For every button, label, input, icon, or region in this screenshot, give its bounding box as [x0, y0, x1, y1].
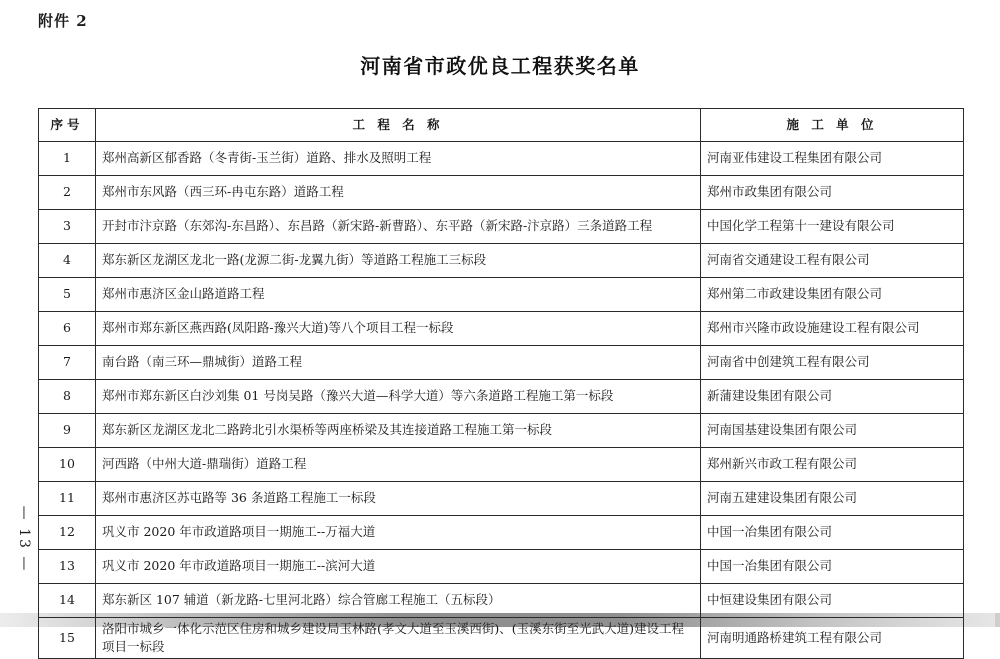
- row-number-cell: 4: [39, 244, 96, 278]
- project-name-cell: 郑州市惠济区苏屯路等 36 条道路工程施工一标段: [96, 482, 701, 516]
- table-row: [39, 142, 964, 176]
- table-row: [39, 380, 964, 414]
- table-body: [39, 142, 964, 659]
- row-number-cell: 13: [39, 550, 96, 584]
- row-number-cell: 9: [39, 414, 96, 448]
- row-number-cell: 11: [39, 482, 96, 516]
- page-title: 河南省市政优良工程获奖名单: [0, 50, 1000, 79]
- row-number-cell: 10: [39, 448, 96, 482]
- page-number: — 13 —: [2, 494, 32, 584]
- row-number-cell: 3: [39, 210, 96, 244]
- table-row: [39, 448, 964, 482]
- row-number-cell: 8: [39, 380, 96, 414]
- construction-unit-cell: 中恒建设集团有限公司: [701, 584, 964, 618]
- construction-unit-cell: 郑州第二市政建设集团有限公司: [701, 278, 964, 312]
- construction-unit-cell: 河南省中创建筑工程有限公司: [701, 346, 964, 380]
- table-header-row: [39, 109, 964, 142]
- construction-unit-cell: 河南五建建设集团有限公司: [701, 482, 964, 516]
- construction-unit-cell: 河南省交通建设工程有限公司: [701, 244, 964, 278]
- table-row: [39, 482, 964, 516]
- table-row: [39, 414, 964, 448]
- project-name-cell: 郑州市郑东新区白沙刘集 01 号岗吴路（豫兴大道—科学大道）等六条道路工程施工第一标段: [96, 380, 701, 414]
- project-name-cell: 郑东新区 107 辅道（新龙路-七里河北路）综合管廊工程施工（五标段）: [96, 584, 701, 618]
- project-name-cell: 郑州市东风路（西三环-冉屯东路）道路工程: [96, 176, 701, 210]
- attachment-label: 附件 2: [38, 10, 88, 31]
- table-row: [39, 618, 964, 659]
- awards-table: [38, 108, 964, 659]
- project-name-cell: 南台路（南三环—鼎城街）道路工程: [96, 346, 701, 380]
- table-row: [39, 176, 964, 210]
- table-row: [39, 312, 964, 346]
- table-row: [39, 210, 964, 244]
- project-name-cell: 开封市汴京路（东郊沟-东昌路）、东昌路（新宋路-新曹路）、东平路（新宋路-汴京路）三条道路工程: [96, 210, 701, 244]
- construction-unit-cell: 河南国基建设集团有限公司: [701, 414, 964, 448]
- construction-unit-cell: 郑州市政集团有限公司: [701, 176, 964, 210]
- project-name-cell: 郑州高新区郁香路（冬青街-玉兰街）道路、排水及照明工程: [96, 142, 701, 176]
- col-header-construction-unit: 施 工 单 位: [701, 109, 964, 142]
- construction-unit-cell: 郑州市兴隆市政设施建设工程有限公司: [701, 312, 964, 346]
- project-name-cell: 巩义市 2020 年市政道路项目一期施工--滨河大道: [96, 550, 701, 584]
- row-number-cell: 6: [39, 312, 96, 346]
- row-number-cell: 5: [39, 278, 96, 312]
- project-name-cell: 洛阳市城乡一体化示范区住房和城乡建设局玉林路(孝文大道至玉溪西街)、(玉溪东街至光武大道)建设工程项目一标段: [96, 618, 701, 659]
- table-row: [39, 244, 964, 278]
- table-row: [39, 584, 964, 618]
- row-number-cell: 2: [39, 176, 96, 210]
- row-number-cell: 1: [39, 142, 96, 176]
- table-row: [39, 278, 964, 312]
- construction-unit-cell: 河南亚伟建设工程集团有限公司: [701, 142, 964, 176]
- construction-unit-cell: 新蒲建设集团有限公司: [701, 380, 964, 414]
- col-header-no: 序号: [39, 109, 96, 142]
- construction-unit-cell: 中国化学工程第十一建设有限公司: [701, 210, 964, 244]
- construction-unit-cell: 郑州新兴市政工程有限公司: [701, 448, 964, 482]
- row-number-cell: 7: [39, 346, 96, 380]
- row-number-cell: 14: [39, 584, 96, 618]
- project-name-cell: 河西路（中州大道-鼎瑞街）道路工程: [96, 448, 701, 482]
- project-name-cell: 巩义市 2020 年市政道路项目一期施工--万福大道: [96, 516, 701, 550]
- project-name-cell: 郑州市惠济区金山路道路工程: [96, 278, 701, 312]
- row-number-cell: 15: [39, 618, 96, 659]
- table-row: [39, 516, 964, 550]
- construction-unit-cell: 中国一冶集团有限公司: [701, 550, 964, 584]
- project-name-cell: 郑东新区龙湖区龙北二路跨北引水渠桥等两座桥梁及其连接道路工程施工第一标段: [96, 414, 701, 448]
- table-row: [39, 550, 964, 584]
- construction-unit-cell: 河南明通路桥建筑工程有限公司: [701, 618, 964, 659]
- row-number-cell: 12: [39, 516, 96, 550]
- construction-unit-cell: 中国一冶集团有限公司: [701, 516, 964, 550]
- table-row: [39, 346, 964, 380]
- project-name-cell: 郑州市郑东新区燕西路(凤阳路-豫兴大道)等八个项目工程一标段: [96, 312, 701, 346]
- project-name-cell: 郑东新区龙湖区龙北一路(龙源二街-龙翼九街）等道路工程施工三标段: [96, 244, 701, 278]
- col-header-project-name: 工 程 名 称: [96, 109, 701, 142]
